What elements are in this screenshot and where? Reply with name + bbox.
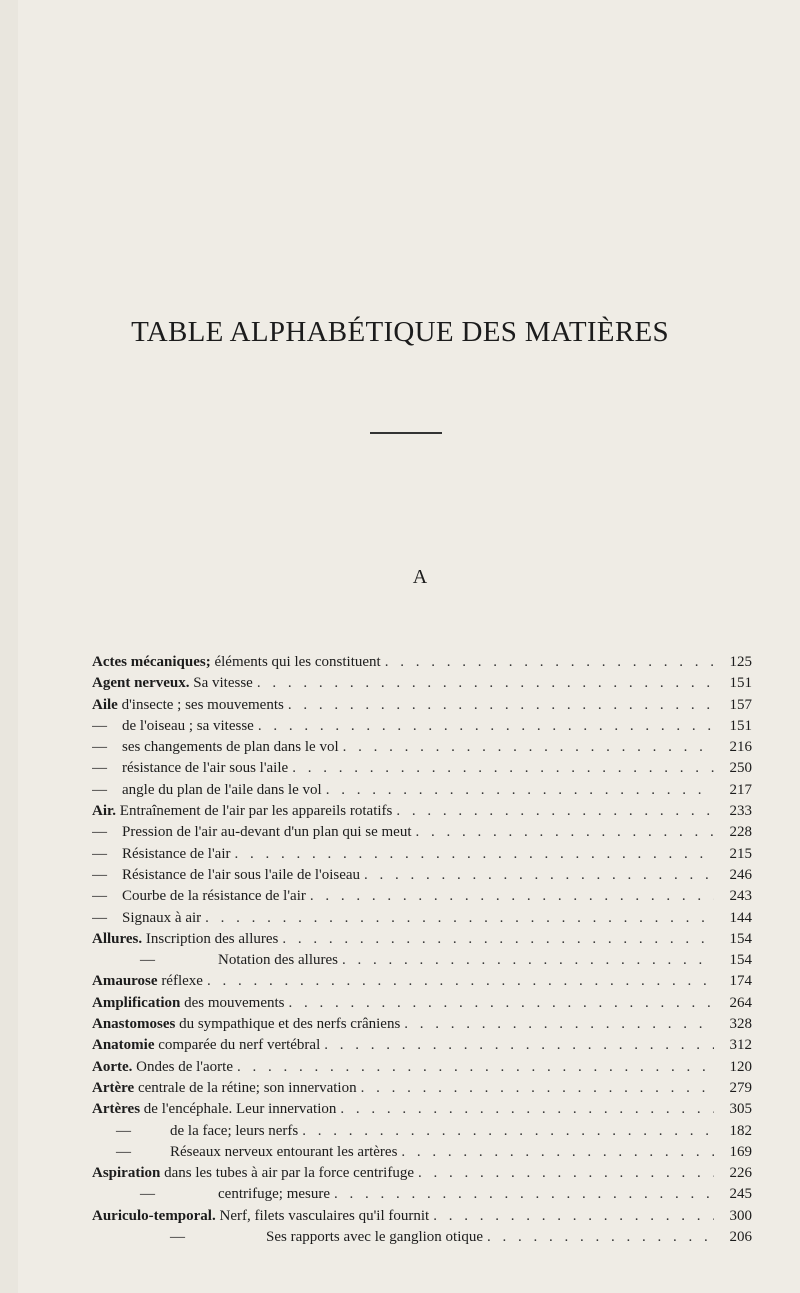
dot-leader xyxy=(257,673,714,694)
entry-heading: Aspiration xyxy=(92,1165,161,1182)
index-entry xyxy=(92,950,752,971)
entry-label xyxy=(92,865,360,886)
entry-label xyxy=(92,886,306,907)
index-entry xyxy=(92,1035,752,1056)
entry-label xyxy=(92,801,392,822)
page-number: 312 xyxy=(729,1037,752,1054)
page-number: 233 xyxy=(729,803,752,820)
dot-leader xyxy=(288,695,714,716)
entry-text: Réseaux nerveux entourant les artères xyxy=(170,1143,398,1160)
entry-dash: — xyxy=(140,952,155,969)
entry-label xyxy=(92,695,284,716)
entry-label xyxy=(92,652,381,673)
entry-label xyxy=(92,1078,357,1099)
entry-dash: — xyxy=(92,760,107,777)
dot-leader xyxy=(258,716,714,737)
dot-leader xyxy=(326,780,714,801)
page-number: 144 xyxy=(729,909,752,926)
index-entry xyxy=(92,1163,752,1184)
entry-label xyxy=(92,758,288,779)
page-number: 125 xyxy=(729,654,752,670)
entry-heading: Allures. xyxy=(92,930,143,947)
dot-leader xyxy=(487,1227,714,1248)
index-entry xyxy=(92,1227,752,1248)
entry-label xyxy=(92,1163,414,1184)
entry-heading: Aorte. xyxy=(92,1058,133,1075)
index-entry xyxy=(92,758,752,779)
page-number: 328 xyxy=(729,1016,752,1033)
entry-label xyxy=(92,971,203,992)
entry-heading: Amaurose xyxy=(92,973,158,990)
page-number: 154 xyxy=(729,952,752,969)
entry-text: de l'encéphale. Leur innervation xyxy=(143,1101,337,1118)
index-entry xyxy=(92,716,752,737)
entry-text: résistance de l'air sous l'aile xyxy=(122,760,289,777)
dot-leader xyxy=(207,971,714,992)
entry-dash: — xyxy=(92,845,107,862)
dot-leader xyxy=(401,1142,714,1163)
page-number: 279 xyxy=(729,1079,752,1096)
page-number: 226 xyxy=(729,1165,752,1182)
entry-dash: — xyxy=(116,1122,131,1139)
dot-leader xyxy=(433,1206,714,1227)
entry-label xyxy=(92,1184,330,1205)
index-entries xyxy=(92,652,752,1248)
page-number: 174 xyxy=(729,973,752,990)
entry-label xyxy=(92,993,285,1014)
section-letter: A xyxy=(412,566,428,588)
entry-text: Nerf, filets vasculaires qu'il fournit xyxy=(219,1207,430,1224)
entry-label xyxy=(92,1014,400,1035)
page-number: 250 xyxy=(729,760,752,777)
page-number: 305 xyxy=(729,1101,752,1118)
index-entry xyxy=(92,929,752,950)
entry-label xyxy=(92,1227,483,1248)
index-entry xyxy=(92,844,752,865)
index-entry xyxy=(92,865,752,886)
index-entry xyxy=(92,673,752,694)
entry-dash: — xyxy=(92,739,107,756)
page-number: 206 xyxy=(729,1229,752,1246)
entry-text: Résistance de l'air sous l'aile de l'oiseau xyxy=(122,866,361,883)
dot-leader xyxy=(416,822,714,843)
page-number: 246 xyxy=(729,866,752,883)
page-number: 151 xyxy=(729,717,752,734)
dot-leader xyxy=(364,865,714,886)
entry-label xyxy=(92,1142,397,1163)
entry-label xyxy=(92,780,322,801)
dot-leader xyxy=(340,1099,714,1120)
entry-label xyxy=(92,673,253,694)
entry-text: comparée du nerf vertébral xyxy=(158,1037,321,1054)
entry-heading: Aile xyxy=(92,696,118,713)
entry-label xyxy=(92,929,278,950)
entry-text: Pression de l'air au-devant d'un plan qui se meut xyxy=(122,824,412,841)
dot-leader xyxy=(418,1163,714,1184)
entry-text: ses changements de plan dans le vol xyxy=(122,739,339,756)
page-number: 300 xyxy=(729,1207,752,1224)
dot-leader xyxy=(282,929,714,950)
entry-text: Notation des allures xyxy=(218,952,338,969)
entry-text: centrifuge; mesure xyxy=(218,1186,331,1203)
entry-heading: Artère xyxy=(92,1079,135,1096)
entry-heading: Anatomie xyxy=(92,1037,155,1054)
entry-text: Inscription des allures xyxy=(145,930,279,947)
title-divider xyxy=(370,432,442,434)
dot-leader xyxy=(385,652,714,673)
page-number: 217 xyxy=(729,781,752,798)
entry-text: Sa vitesse xyxy=(193,675,253,692)
dot-leader xyxy=(289,993,715,1014)
index-entry xyxy=(92,1099,752,1120)
page-number: 245 xyxy=(729,1186,752,1203)
page-number: 264 xyxy=(729,994,752,1011)
entry-text: Courbe de la résistance de l'air xyxy=(122,888,306,905)
page-number: 228 xyxy=(729,824,752,841)
index-entry xyxy=(92,1057,752,1078)
entry-heading: Auriculo-temporal. xyxy=(92,1207,216,1224)
index-entry xyxy=(92,971,752,992)
entry-dash: — xyxy=(170,1229,185,1246)
index-entry xyxy=(92,1078,752,1099)
entry-text: de la face; leurs nerfs xyxy=(170,1122,299,1139)
page-number: 169 xyxy=(729,1143,752,1160)
dot-leader xyxy=(292,758,714,779)
index-entry xyxy=(92,801,752,822)
page-number: 120 xyxy=(729,1058,752,1075)
dot-leader xyxy=(361,1078,714,1099)
dot-leader xyxy=(396,801,714,822)
index-entry xyxy=(92,1206,752,1227)
entry-text: Ses rapports avec le ganglion otique xyxy=(266,1229,484,1246)
entry-label xyxy=(92,1057,233,1078)
entry-label xyxy=(92,716,254,737)
entry-dash: — xyxy=(92,717,107,734)
entry-dash: — xyxy=(116,1143,131,1160)
dot-leader xyxy=(404,1014,714,1035)
dot-leader xyxy=(235,844,715,865)
dot-leader xyxy=(310,886,714,907)
page-number: 151 xyxy=(729,675,752,692)
entry-label xyxy=(92,950,338,971)
entry-heading: Actes mécaniques; xyxy=(92,654,211,670)
dot-leader xyxy=(324,1035,714,1056)
index-entry xyxy=(92,1014,752,1035)
entry-dash: — xyxy=(92,909,107,926)
entry-heading: Anastomoses xyxy=(92,1016,176,1033)
entry-heading: Amplification xyxy=(92,994,181,1011)
entry-label xyxy=(92,1099,336,1120)
dot-leader xyxy=(205,908,714,929)
dot-leader xyxy=(237,1057,714,1078)
entry-label xyxy=(92,737,339,758)
index-entry xyxy=(92,1142,752,1163)
index-entry xyxy=(92,886,752,907)
entry-text: Signaux à air xyxy=(122,909,202,926)
entry-heading: Air. xyxy=(92,803,117,820)
entry-label xyxy=(92,1206,429,1227)
entry-heading: Artères xyxy=(92,1101,141,1118)
dot-leader xyxy=(302,1121,714,1142)
page-number: 216 xyxy=(729,739,752,756)
index-entry xyxy=(92,695,752,716)
entry-text: du sympathique et des nerfs crâniens xyxy=(179,1016,401,1033)
entry-text: éléments qui les constituent xyxy=(214,654,381,670)
page-number: 215 xyxy=(729,845,752,862)
page-title: TABLE ALPHABÉTIQUE DES MATIÈRES xyxy=(131,316,669,348)
entry-label xyxy=(92,844,231,865)
dot-leader xyxy=(334,1184,714,1205)
entry-text: réflexe xyxy=(161,973,203,990)
entry-text: angle du plan de l'aile dans le vol xyxy=(122,781,322,798)
dot-leader xyxy=(343,737,714,758)
entry-dash: — xyxy=(92,888,107,905)
index-entry xyxy=(92,993,752,1014)
index-entry xyxy=(92,822,752,843)
index-entry xyxy=(92,908,752,929)
entry-text: d'insecte ; ses mouvements xyxy=(121,696,284,713)
page-number: 154 xyxy=(729,930,752,947)
entry-text: Entraînement de l'air par les appareils rotatifs xyxy=(119,803,393,820)
entry-text: Résistance de l'air xyxy=(122,845,231,862)
entry-dash: — xyxy=(92,824,107,841)
index-entry xyxy=(92,1184,752,1205)
page-number: 243 xyxy=(729,888,752,905)
entry-dash: — xyxy=(92,781,107,798)
entry-text: des mouvements xyxy=(184,994,285,1011)
index-entry xyxy=(92,652,752,673)
entry-text: centrale de la rétine; son innervation xyxy=(137,1079,357,1096)
entry-heading: Agent nerveux. xyxy=(92,675,190,692)
index-entry xyxy=(92,737,752,758)
entry-text: de l'oiseau ; sa vitesse xyxy=(122,717,254,734)
page-number: 182 xyxy=(729,1122,752,1139)
entry-dash: — xyxy=(92,866,107,883)
page-number: 157 xyxy=(729,696,752,713)
entry-dash: — xyxy=(140,1186,155,1203)
index-entry xyxy=(92,780,752,801)
dot-leader xyxy=(342,950,714,971)
entry-text: Ondes de l'aorte xyxy=(136,1058,233,1075)
entry-label xyxy=(92,908,201,929)
entry-text: dans les tubes à air par la force centrifuge xyxy=(164,1165,414,1182)
entry-label xyxy=(92,1121,298,1142)
entry-label xyxy=(92,822,412,843)
entry-label xyxy=(92,1035,320,1056)
index-entry xyxy=(92,1121,752,1142)
